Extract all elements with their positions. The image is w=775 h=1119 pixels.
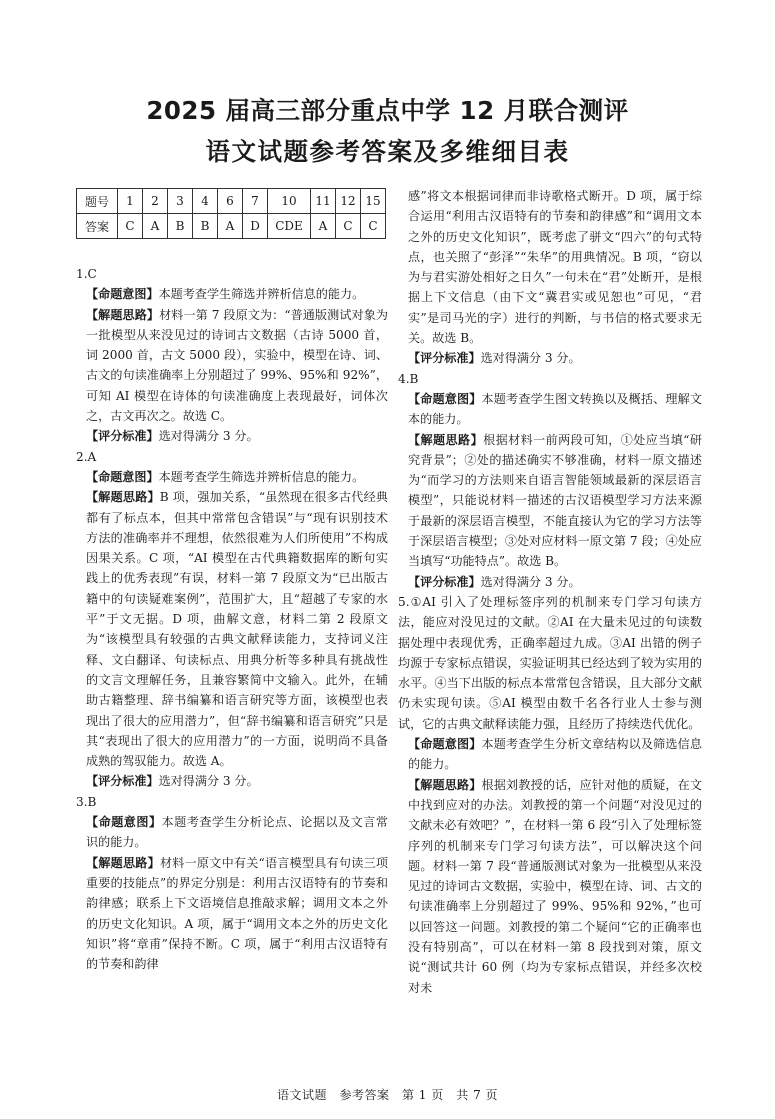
text: 选对得满分 3 分。: [480, 574, 581, 589]
table-cell: 6: [218, 189, 243, 214]
table-cell: B: [168, 214, 193, 239]
paragraph: [398, 389, 702, 430]
table-cell: 7: [243, 189, 268, 214]
paragraph: [398, 572, 702, 592]
paragraph: [76, 771, 388, 791]
label: 【解题思路】: [86, 490, 160, 505]
table-cell: D: [243, 214, 268, 239]
table-cell: B: [193, 214, 218, 239]
table-cell: 1: [118, 189, 143, 214]
label: 【命题意图】: [86, 469, 159, 484]
table-cell: 2: [143, 189, 168, 214]
table-cell: A: [218, 214, 243, 239]
label: 【评分标准】: [408, 574, 481, 589]
paragraph: [76, 467, 388, 487]
label: 【命题意图】: [408, 391, 482, 406]
table-cell: 4: [193, 189, 218, 214]
text: B 项，强加关系，“虽然现在很多古代经典都有了标点本，但其中常常包含错误”与“现有识别技术方法的准确率并不理想，依然很难为人们所使用”不构成因果关系。C 项，“AI 模型在古代典籍数据库的断句实践上的优秀表现”有误，材料一第 7 段原文为“已出版古籍中的句读疑难案例”，范围扩大，且“超越了专家的水平”于文无据。D 项，曲解文意，材料二第 2 段原文为“该模型具有较强的古典文献释读能力，支持词义注释、文白翻译、句读标点、用典分析等多种具有挑战性的文言文理解任务，且兼容繁简中文输入。此外，在辅助古籍整理、辞书编纂和语言研究等方面，该模型也表现出了很大的应用潜力”，但“辞书编纂和语言研究”只是其“表现出了很大的应用潜力”的一方面，说明尚不具备成熟的驾驭能力。故选 A。: [86, 490, 388, 769]
page-footer: 语文试题 参考答案 第 1 页 共 7 页: [276, 1088, 499, 1102]
label: 【评分标准】: [86, 429, 159, 444]
text: 选对得满分 3 分。: [158, 429, 259, 444]
label: 【评分标准】: [86, 774, 159, 789]
paragraph: [76, 853, 388, 975]
table-cell: A: [143, 214, 168, 239]
paragraph: [398, 775, 702, 998]
page-title: 2025 届高三部分重点中学 12 月联合测评: [146, 96, 629, 125]
table-cell: 12: [336, 189, 361, 214]
paragraph: [76, 305, 388, 427]
text: 根据刘教授的话，应针对他的质疑，在文中找到应对的办法。刘教授的第一个问题“对没见过的文献未必有效吧？”，在材料一第 6 段“引入了处理标签序列的机制来专门学习句读方法”，可以解决这个问题。材料一第 7 段“普通版测试对象为一批模型从来没见过的诗词古文数据，实验中，模型在诗、词、古文的句读准确率上分别超过了 99%、95%和 92%，”也可以回答这一问题。刘教授的第二个疑问“它的正确率也没有特别高”，可以在材料一第 8 段找到对策，原文说“测试共计 60 例（均为专家标点错误，并经多次校对未: [408, 777, 702, 995]
text: 材料一第 7 段原文为：“普通版测试对象为一批模型从来没见过的诗词古文数据（古诗 5000 首，词 2000 首，古文 5000 段），实验中，模型在诗、词、古文的句读准确率上分别超过了 99%、95%和 92%”，可知 AI 模型在诗体的句读准确度上表现最好，词体次之，古文再次之。故选 C。: [86, 307, 388, 424]
label: 【命题意图】: [408, 737, 482, 752]
answer-table-row-numbers: [77, 189, 386, 214]
question-number: 2.A: [76, 449, 97, 464]
paragraph: [76, 284, 388, 304]
question-number: 5.: [398, 594, 410, 609]
table-cell: 3: [168, 189, 193, 214]
paragraph: [398, 734, 702, 775]
table-cell: A: [311, 214, 336, 239]
label: 【命题意图】: [86, 815, 162, 830]
question-number: 1.C: [76, 267, 97, 281]
table-cell: C: [118, 214, 143, 239]
answer-text: ①AI 引入了处理标签序列的机制来专门学习句读方法，能应对没见过的文献。②AI 在大量未见过的句读数据处理中表现优秀，正确率超过九成。③AI 出错的例子均源于专家标点错误，实验证明其已经达到了较为实用的水平。④当下出版的标点本常常包含错误，且大部分文献仍未实现句读。⑤AI 模型由数千名各行业人士参与测试，它的古典文献释读能力强，且经历了持续迭代优化。: [398, 594, 702, 731]
label: 【解题思路】: [408, 777, 482, 792]
table-cell: CDE: [268, 214, 311, 239]
answer-table-row-answers: [77, 214, 386, 239]
text: 根据材料一前两段可知，①处应当填“研究背景”；②处的描述确实不够准确，材料一原文描述为“而学习的方法则来自语言智能领域最新的深层语言模型”，只能说材料一描述的古汉语模型学习方法来源于最新的深层语言模型，不能直接认为它的学习方法等于深层语言模型；③处对应材料一原文第 7 段；④处应当填写“功能特点”。故选 B。: [408, 432, 702, 569]
table-cell: 15: [361, 189, 386, 214]
text: 本题考查学生分析论点、论据以及文言常识的能力。: [86, 815, 388, 850]
paragraph: [76, 426, 388, 446]
label: 【解题思路】: [86, 307, 160, 322]
text: 本题考查学生分析文章结构以及筛选信息的能力。: [408, 737, 702, 772]
text: 选对得满分 3 分。: [480, 351, 581, 366]
table-header-cell: 题号: [77, 189, 118, 214]
text: 本题考查学生筛选并辨析信息的能力。: [158, 287, 365, 302]
table-cell: C: [361, 214, 386, 239]
paragraph: [398, 348, 702, 368]
text: 材料一原文中有关“语言模型具有句读三项重要的技能点”的界定分别是：利用古汉语特有的节奏和韵律感；联系上下文语境信息推敲求解；调用文本之外的历史文化知识。A 项，属于“调用文本之外的历史文化知识”将“章甫”保持不断。C 项，属于“利用古汉语特有的节奏和韵律: [86, 855, 388, 972]
page-subtitle: 语文试题参考答案及多维细目表: [205, 137, 570, 166]
left-column: [76, 264, 388, 974]
text: 本题考查学生图文转换以及概括、理解文本的能力。: [408, 391, 702, 427]
answer-table: [76, 188, 386, 239]
text: 选对得满分 3 分。: [158, 774, 259, 789]
paragraph: [398, 430, 702, 572]
table-cell: 10: [268, 189, 311, 214]
paragraph: [398, 592, 702, 734]
text: 本题考查学生筛选并辨析信息的能力。: [158, 469, 365, 484]
question-number: 4.B: [398, 371, 419, 386]
label: 【评分标准】: [408, 351, 481, 366]
question-number: 3.B: [76, 794, 97, 809]
paragraph: [76, 812, 388, 853]
paragraph: [76, 487, 388, 771]
label: 【命题意图】: [86, 287, 159, 302]
table-header-cell: 答案: [77, 214, 118, 239]
table-cell: 11: [311, 189, 336, 214]
label: 【解题思路】: [408, 432, 484, 447]
table-cell: C: [336, 214, 361, 239]
label: 【解题思路】: [86, 855, 160, 870]
paragraph: 感”将文本根据词律而非诗歌格式断开。D 项，属于综合运用“利用古汉语特有的节奏和韵律感”和“调用文本之外的历史文化知识”，既考虑了骈文“四六”的句式特点，也关照了“彭泽”“朱华”的用典情况。B 项，“窃以为与君实游处相好之日久”一句未在“君”处断开，是根据上下文信息（由下文“冀君实或见恕也”可见，“君实”是司马光的字）进行的判断，与书信的格式要求无关。故选 B。: [408, 189, 702, 346]
right-column: [398, 186, 702, 998]
